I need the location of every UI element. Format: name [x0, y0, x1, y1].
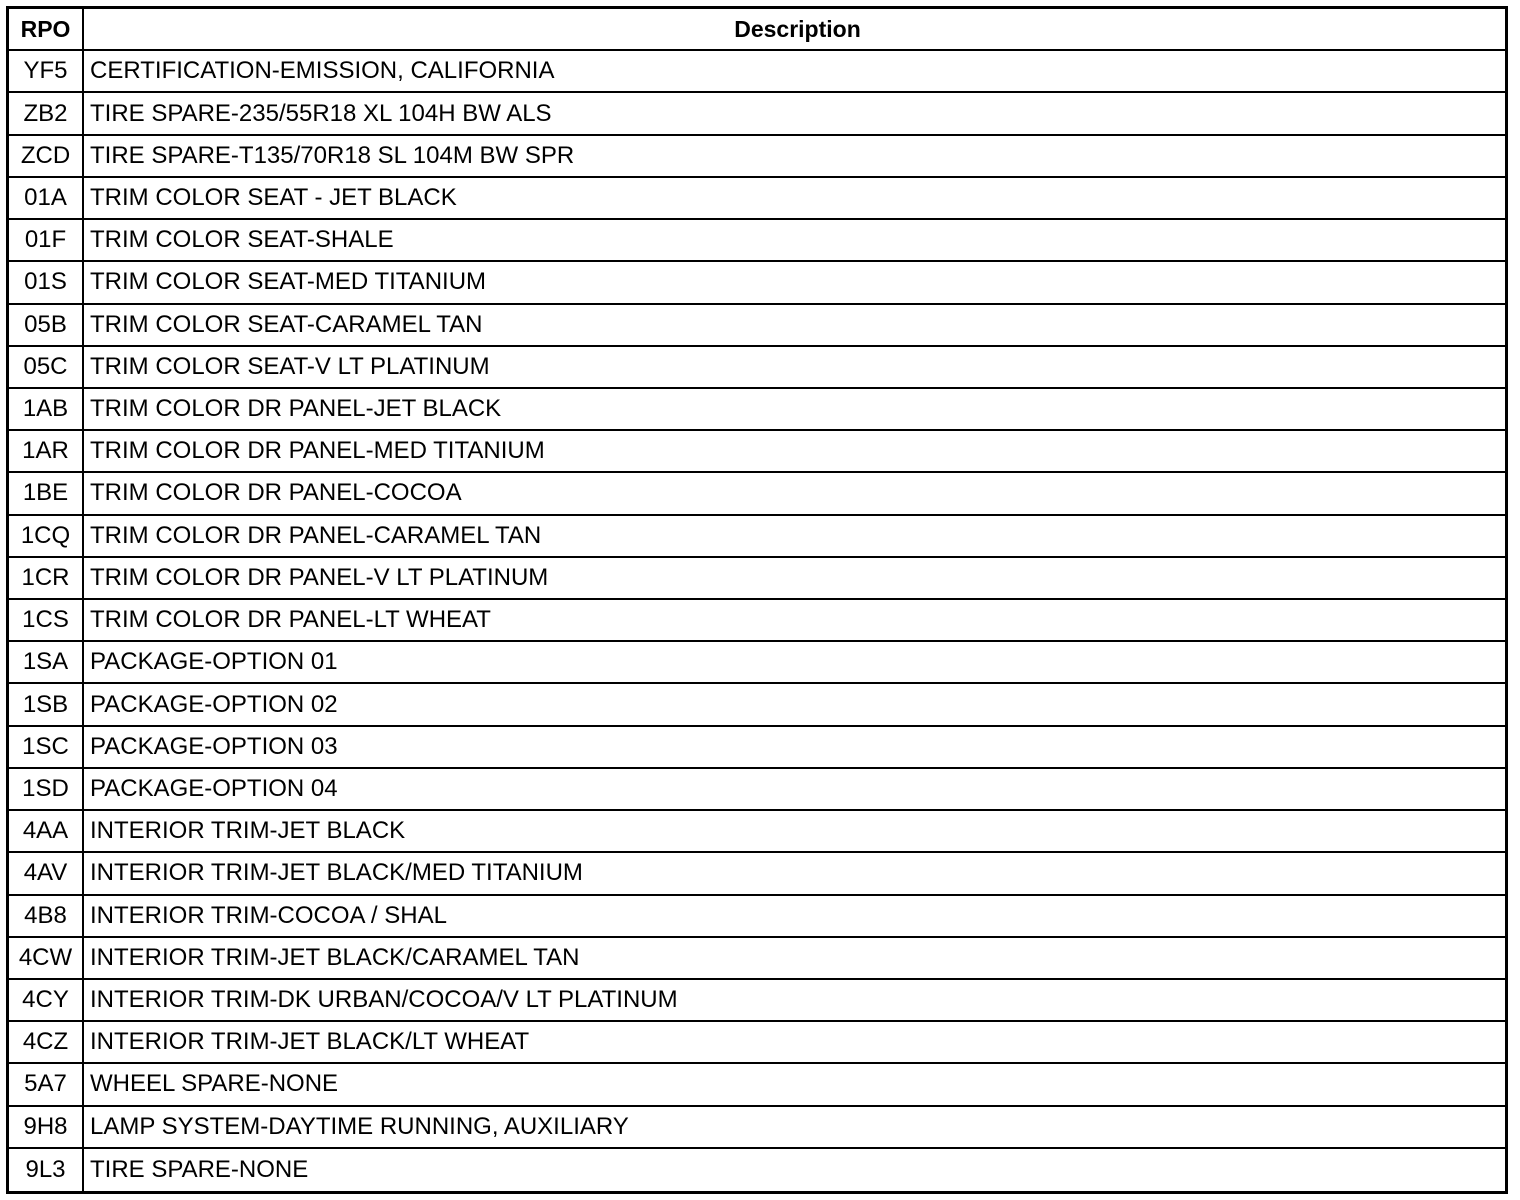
description-cell: CERTIFICATION-EMISSION, CALIFORNIA [84, 51, 1505, 93]
header-description: Description [84, 9, 1505, 51]
rpo-code-cell: 1CS [9, 600, 84, 642]
rpo-code-cell: 4AA [9, 811, 84, 853]
description-cell: TRIM COLOR DR PANEL-JET BLACK [84, 389, 1505, 431]
description-cell: TIRE SPARE-235/55R18 XL 104H BW ALS [84, 93, 1505, 135]
description-cell: TIRE SPARE-NONE [90, 1155, 309, 1183]
rpo-code-cell: 1SB [9, 684, 84, 726]
description-cell: PACKAGE-OPTION 02 [84, 684, 1505, 726]
rpo-code-cell: 1CQ [9, 516, 84, 558]
description-cell: TRIM COLOR DR PANEL-MED TITANIUM [84, 431, 1505, 473]
rpo-code-cell: 1AB [9, 389, 84, 431]
rpo-code-cell: 5A7 [9, 1064, 84, 1106]
description-cell: TIRE SPARE-T135/70R18 SL 104M BW SPR [84, 136, 1505, 178]
rpo-code-cell: 1BE [9, 473, 84, 515]
description-cell: TRIM COLOR DR PANEL-CARAMEL TAN [84, 516, 1505, 558]
rpo-code-cell: 9H8 [9, 1107, 84, 1149]
rpo-code-cell: 1AR [9, 431, 84, 473]
description-cell: TRIM COLOR SEAT - JET BLACK [84, 178, 1505, 220]
rpo-code-cell: 01S [9, 262, 84, 304]
description-cell: WHEEL SPARE-NONE [84, 1064, 1505, 1106]
description-cell: INTERIOR TRIM-JET BLACK/LT WHEAT [84, 1022, 1505, 1064]
rpo-code-cell: 1CR [9, 558, 84, 600]
description-cell: PACKAGE-OPTION 01 [84, 642, 1505, 684]
rpo-code-cell: 4B8 [9, 896, 84, 938]
description-cell: TRIM COLOR DR PANEL-COCOA [84, 473, 1505, 515]
rpo-code-cell: ZCD [9, 136, 84, 178]
description-cell: TRIM COLOR SEAT-CARAMEL TAN [84, 305, 1505, 347]
description-cell: INTERIOR TRIM-DK URBAN/COCOA/V LT PLATINUM [84, 980, 1505, 1022]
rpo-code-cell: 4CW [9, 938, 84, 980]
rpo-code-cell: ZB2 [9, 93, 84, 135]
description-cell: TRIM COLOR SEAT-SHALE [84, 220, 1505, 262]
rpo-code-cell: 05C [9, 347, 84, 389]
rpo-table [6, 6, 1508, 1194]
rpo-code-cell: 4CY [9, 980, 84, 1022]
description-cell: TRIM COLOR SEAT-MED TITANIUM [84, 262, 1505, 304]
description-cell: PACKAGE-OPTION 04 [84, 769, 1505, 811]
rpo-code-cell: 9L3 [9, 1149, 84, 1191]
description-cell: INTERIOR TRIM-JET BLACK/CARAMEL TAN [84, 938, 1505, 980]
description-cell: PACKAGE-OPTION 03 [84, 727, 1505, 769]
description-cell: TRIM COLOR SEAT-V LT PLATINUM [84, 347, 1505, 389]
rpo-code-cell: 1SC [9, 727, 84, 769]
rpo-code-cell: 4CZ [9, 1022, 84, 1064]
rpo-code-cell: 01A [9, 178, 84, 220]
rpo-code-cell: 1SA [9, 642, 84, 684]
description-cell: INTERIOR TRIM-COCOA / SHAL [84, 896, 1505, 938]
description-cell: TRIM COLOR DR PANEL-V LT PLATINUM [84, 558, 1505, 600]
rpo-code-cell: 05B [9, 305, 84, 347]
rpo-code-cell: 01F [9, 220, 84, 262]
rpo-code-cell: 4AV [9, 853, 84, 895]
description-cell: INTERIOR TRIM-JET BLACK [84, 811, 1505, 853]
rpo-code-cell: 1SD [9, 769, 84, 811]
description-cell: INTERIOR TRIM-JET BLACK/MED TITANIUM [84, 853, 1505, 895]
description-cell: TRIM COLOR DR PANEL-LT WHEAT [84, 600, 1505, 642]
rpo-code-cell: YF5 [9, 51, 84, 93]
description-cell: LAMP SYSTEM-DAYTIME RUNNING, AUXILIARY [84, 1107, 1505, 1149]
header-rpo: RPO [9, 9, 84, 51]
